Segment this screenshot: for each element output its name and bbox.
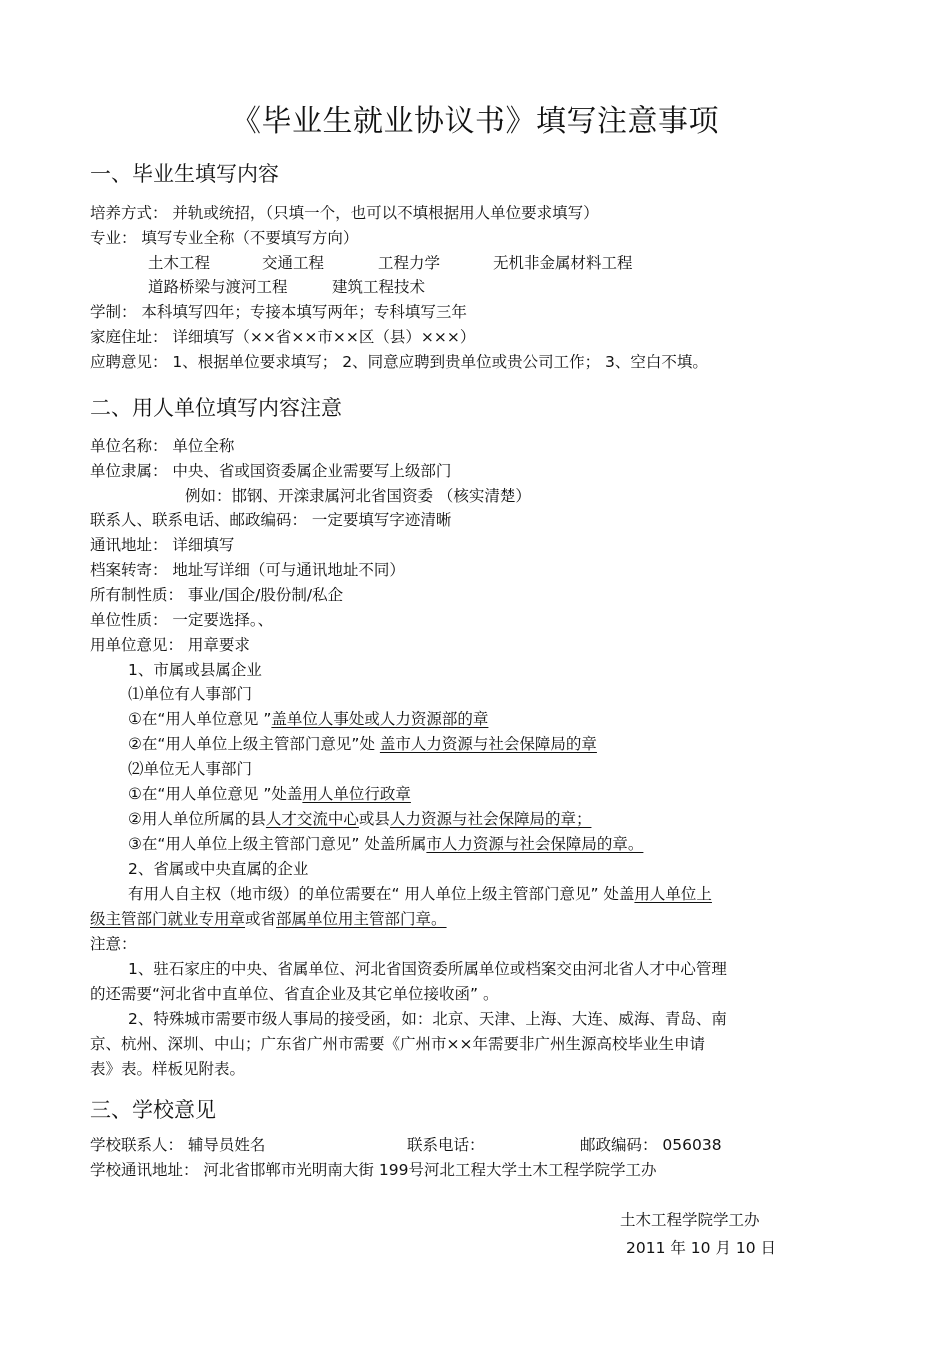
underlined-text: 人力资源与社会保障局的章； <box>389 810 592 828</box>
underlined-text: 用人单位上 <box>634 885 712 903</box>
text-segment: ①在“用人单位意见 ”处盖 <box>128 785 303 803</box>
text-line <box>90 908 447 930</box>
training-mode-line: 培养方式： 并轨或统招，（只填一个，也可以不填根据用人单位要求填写） <box>90 204 599 222</box>
text-line: 单位隶属： 中央、省或国资委属企业需要写上级部门 <box>90 462 452 480</box>
underlined-text: 级主管部门就业专用章 <box>90 910 246 928</box>
text-line <box>128 808 591 830</box>
text-segment: 有用人自主权（地市级）的单位需要在“ 用人单位上级主管部门意见” 处盖 <box>128 885 635 903</box>
text-line: 1、市属或县属企业 <box>128 661 262 679</box>
school-contact: 学校联系人： 辅导员姓名 <box>90 1136 266 1154</box>
text-segment: ①在“用人单位意见 ” <box>128 710 272 728</box>
underlined-text: 人才交流中心 <box>265 810 359 828</box>
study-length-line: 学制： 本科填写四年；专接本填写两年；专科填写三年 <box>90 303 467 321</box>
text-line: 例如：邯钢、开滦隶属河北省国资委 （核实清楚） <box>185 487 531 505</box>
signature-office: 土木工程学院学工办 <box>620 1211 760 1229</box>
application-opinion-line: 应聘意见： 1、根据单位要求填写； 2、同意应聘到贵单位或贵公司工作； 3、空白不填。 <box>90 353 708 371</box>
home-address-line: 家庭住址： 详细填写（××省××市××区（县）×××） <box>90 328 476 346</box>
text-line: ⑵单位无人事部门 <box>128 760 253 778</box>
text-line: 联系人、联系电话、邮政编码： 一定要填写字迹清晰 <box>90 511 452 529</box>
major-item: 工程力学 <box>378 254 441 272</box>
text-line: 单位名称： 单位全称 <box>90 437 235 455</box>
section-1-heading: 一、毕业生填写内容 <box>90 162 279 186</box>
text-line: 通讯地址： 详细填写 <box>90 536 235 554</box>
underlined-text: 盖市人力资源与社会保障局的章 <box>379 735 597 753</box>
text-line <box>128 833 643 855</box>
major-item: 土木工程 <box>148 254 211 272</box>
text-line <box>128 783 411 805</box>
text-line <box>128 733 597 755</box>
text-line: 档案转寄： 地址写详细（可与通讯地址不同） <box>90 561 405 579</box>
underlined-text: 部属单位用主管部门章。 <box>276 910 447 928</box>
underlined-text: 盖单位人事处或人力资源部的章 <box>271 710 489 728</box>
text-line <box>128 883 712 905</box>
text-line: 所有制性质： 事业/国企/股份制/私企 <box>90 586 344 604</box>
text-line: 2、省属或中央直属的企业 <box>128 860 309 878</box>
major-item: 交通工程 <box>262 254 325 272</box>
text-line <box>128 708 488 730</box>
text-line: 的还需要“河北省中直单位、省直企业及其它单位接收函” 。 <box>90 985 499 1003</box>
underlined-text: 用人单位行政章 <box>302 785 411 803</box>
text-line: 1、驻石家庄的中央、省属单位、河北省国资委所属单位或档案交由河北省人才中心管理 <box>128 960 727 978</box>
major-item: 道路桥梁与渡河工程 <box>148 278 288 296</box>
school-phone: 联系电话： <box>407 1136 485 1154</box>
major-line: 专业： 填写专业全称（不要填写方向） <box>90 229 359 247</box>
text-line: 表》表。样板见附表。 <box>90 1060 246 1078</box>
text-line: ⑴单位有人事部门 <box>128 685 253 703</box>
text-line: 2、特殊城市需要市级人事局的接受函，如：北京、天津、上海、大连、威海、青岛、南 <box>128 1010 727 1028</box>
page-title: 《毕业生就业协议书》填写注意事项 <box>231 104 719 139</box>
underlined-text: 市人力资源与社会保障局的章。 <box>426 835 644 853</box>
school-address: 学校通讯地址： 河北省邯郸市光明南大街 199号河北工程大学土木工程学院学工办 <box>90 1161 657 1179</box>
text-segment: ②在“用人单位上级主管部门意见”处 <box>128 735 380 753</box>
text-segment: 或省 <box>245 910 277 928</box>
section-2-heading: 二、用人单位填写内容注意 <box>90 396 342 420</box>
major-item: 无机非金属材料工程 <box>493 254 633 272</box>
major-item: 建筑工程技术 <box>332 278 426 296</box>
text-line: 注意： <box>90 935 137 953</box>
text-segment: ②用人单位所属的县 <box>128 810 266 828</box>
text-line: 用单位意见： 用章要求 <box>90 636 250 654</box>
signature-date: 2011 年 10 月 10 日 <box>626 1239 777 1257</box>
text-line: 单位性质： 一定要选择。、 <box>90 611 274 629</box>
school-zip: 邮政编码： 056038 <box>580 1136 722 1154</box>
text-line: 京、杭州、深圳、中山；广东省广州市需要《广州市××年需要非广州生源高校毕业生申请 <box>90 1035 705 1053</box>
section-3-heading: 三、学校意见 <box>90 1098 216 1122</box>
text-segment: ③在“用人单位上级主管部门意见” 处盖所属 <box>128 835 427 853</box>
text-segment: 或县 <box>358 810 390 828</box>
